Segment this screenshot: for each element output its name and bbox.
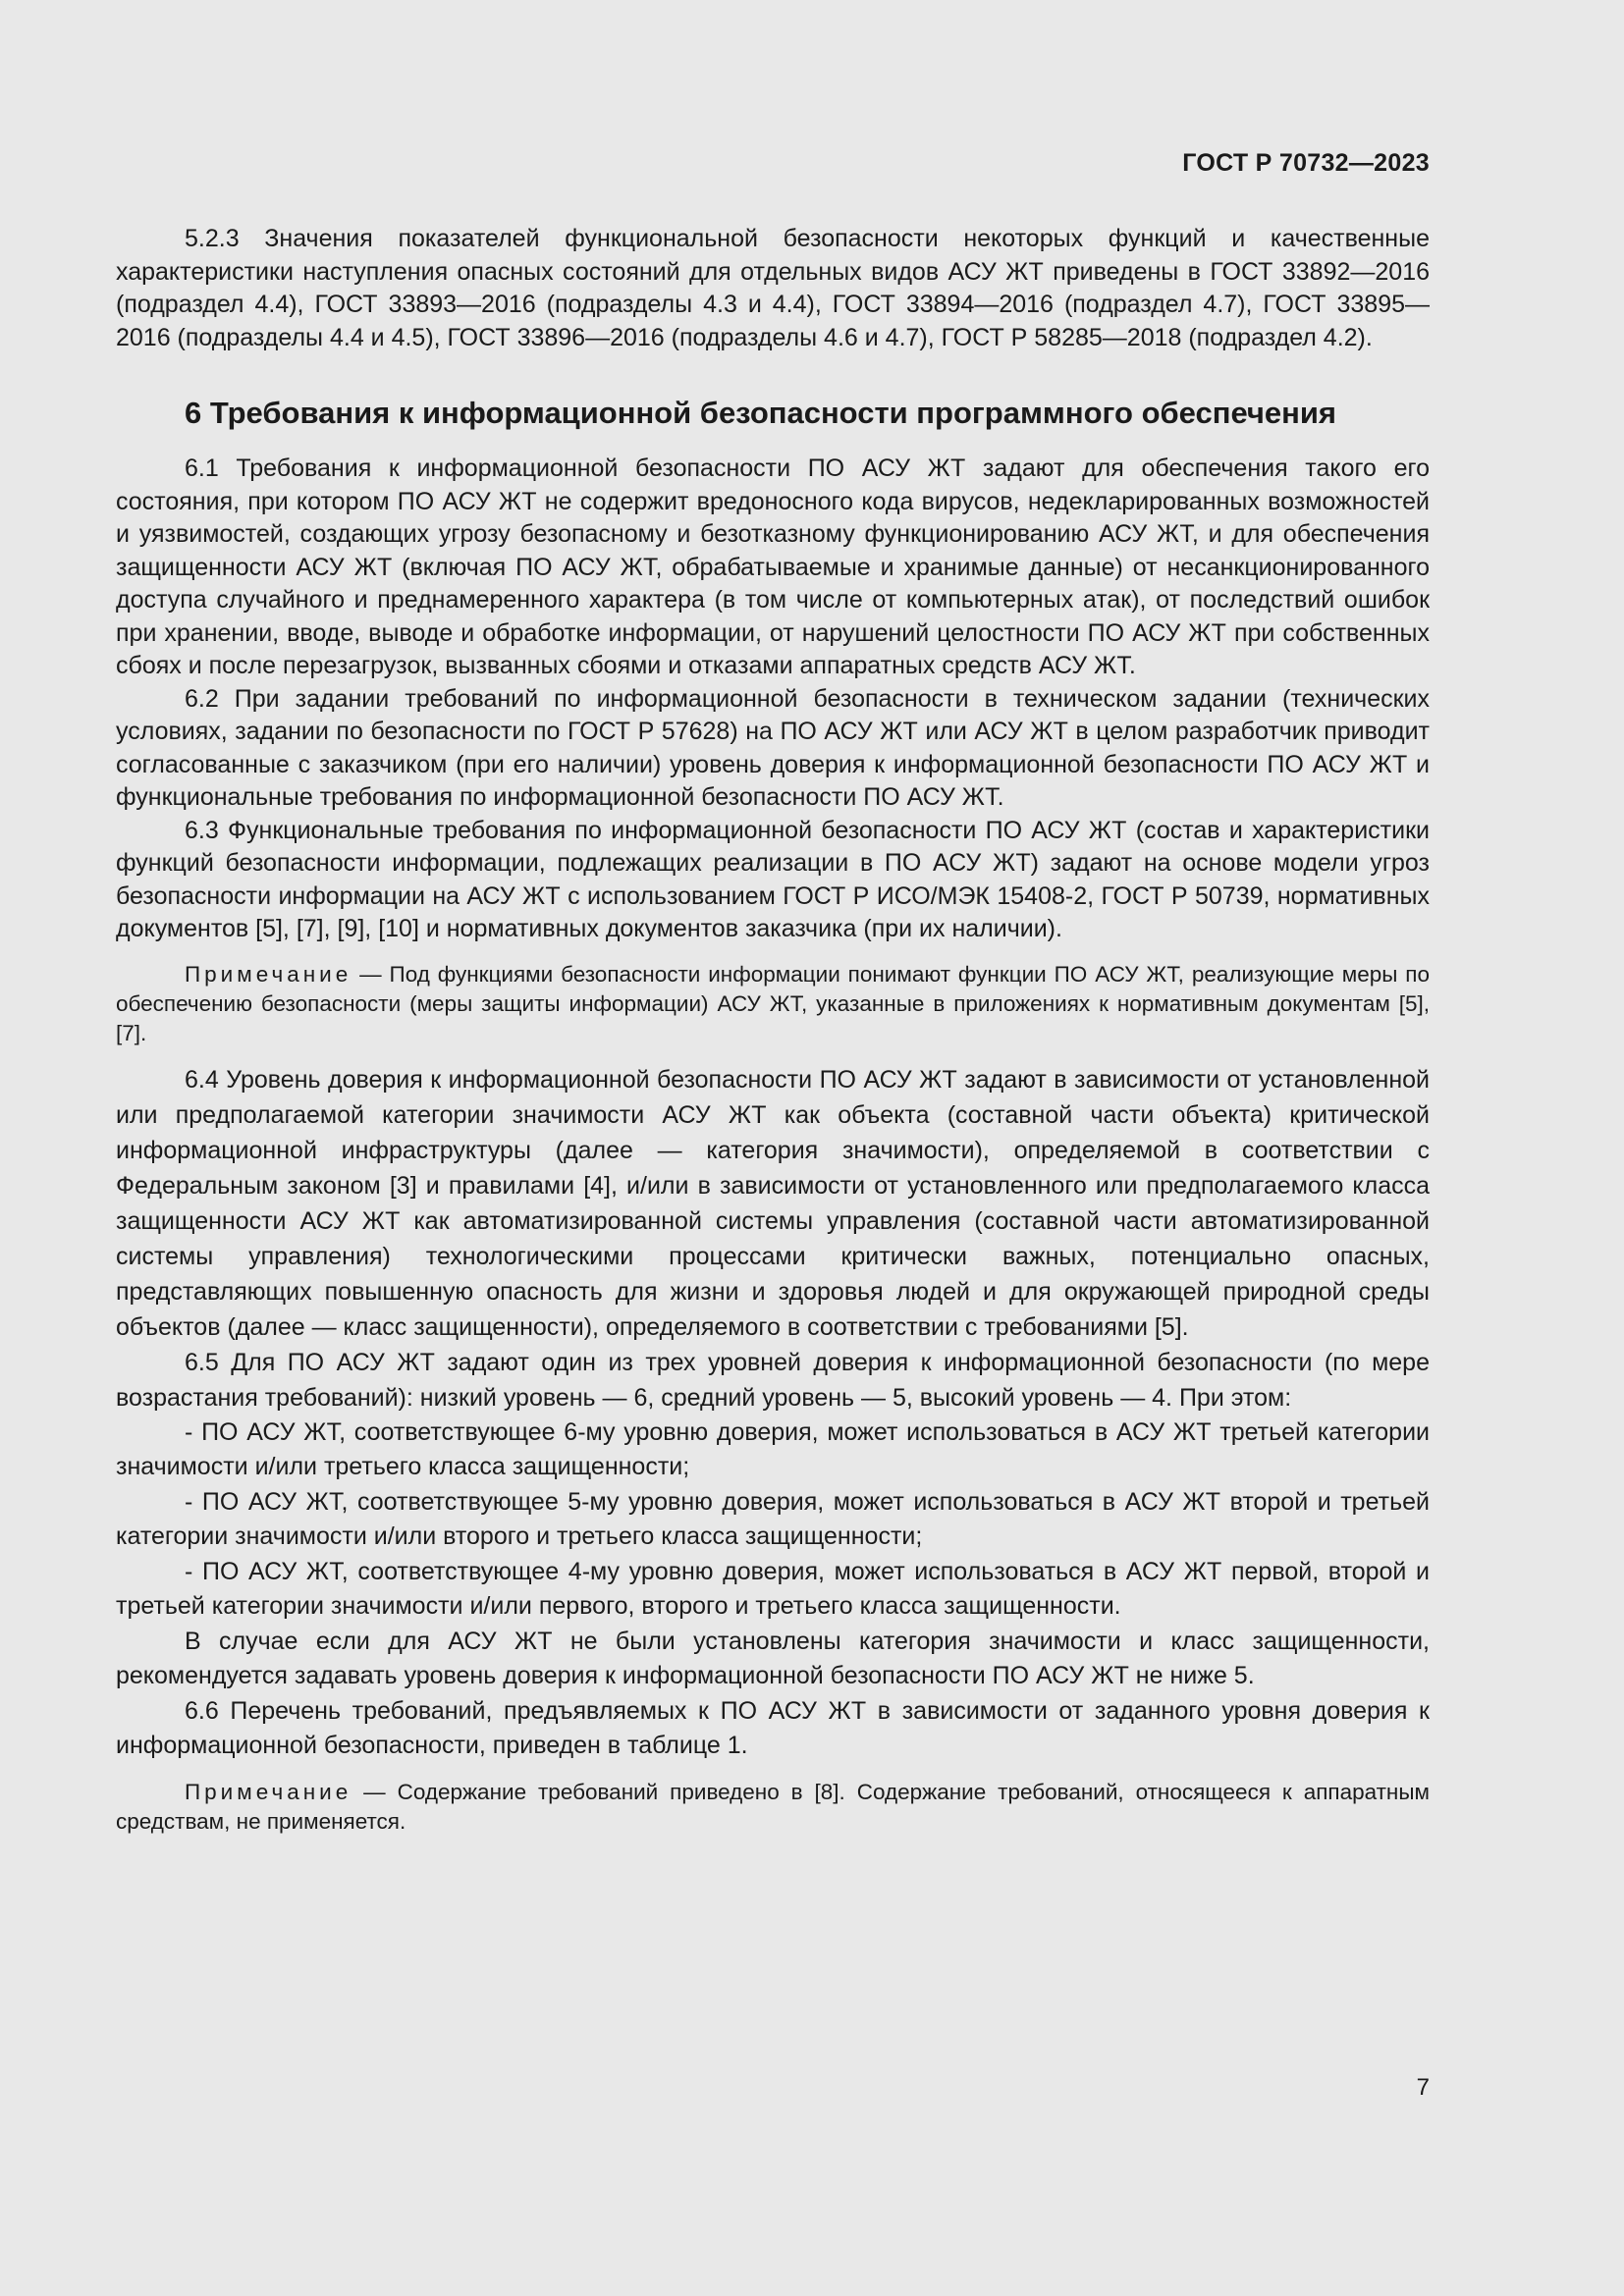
list-item: - ПО АСУ ЖТ, соответствующее 5-му уровню доверия, может использоваться в АСУ ЖТ второй и третьей категории значимости и/или второго и третьего класса защищенности; — [116, 1487, 1430, 1550]
paragraph-6-1: 6.1 Требования к информационной безопасности ПО АСУ ЖТ задают для обеспечения такого его состояния, при котором ПО АСУ ЖТ не содержит вредоносного кода вирусов, недекларированных возможностей и уязвимостей, создающих угрозу безопасному и безотказному функционированию АСУ ЖТ, и для обеспечения защищенности АСУ ЖТ (включая ПО АСУ ЖТ, обрабатываемые и хранимые данные) от несанкционированного доступа случайного и преднамеренного характера (в том числе от компьютерных атак), от последствий ошибок при хранении, вводе, выводе и обработке информации, от нарушений целостности ПО АСУ ЖТ при собственных сбоях и после перезагрузок, вызванных сбоями и отказами аппаратных средств АСУ ЖТ. — [116, 454, 1430, 679]
paragraph-6-5-tail: В случае если для АСУ ЖТ не были установлены категория значимости и класс защищенности, рекомендуется задавать уровень доверия к информационной безопасности ПО АСУ ЖТ не ниже 5. — [116, 1627, 1430, 1689]
paragraph-6-2: 6.2 При задании требований по информационной безопасности в техническом задании (технических условиях, задании по безопасности по ГОСТ Р 57628) на ПО АСУ ЖТ или АСУ ЖТ в целом разработчик приводит согласованные с заказчиком (при его наличии) уровень доверия к информационной безопасности ПО АСУ ЖТ и функциональные требования по информационной безопасности ПО АСУ ЖТ. — [116, 684, 1430, 811]
document-body — [116, 223, 1430, 1850]
paragraph-6-3: 6.3 Функциональные требования по информационной безопасности ПО АСУ ЖТ (состав и характеристики функций безопасности информации, подлежащих реализации в ПО АСУ ЖТ) задают на основе модели угроз безопасности информации на АСУ ЖТ с использованием ГОСТ Р ИСО/МЭК 15408-2, ГОСТ Р 50739, нормативных документов [5], [7], [9], [10] и нормативных документов заказчика (при их наличии). — [116, 816, 1430, 942]
note-1-label: Примечание — [185, 961, 352, 987]
paragraph-5-2-3: 5.2.3 Значения показателей функциональной безопасности некоторых функций и качественные характеристики наступления опасных состояний для отдельных видов АСУ ЖТ приведены в ГОСТ 33892—2016 (подраздел 4.4), ГОСТ 33893—2016 (подразделы 4.3 и 4.4), ГОСТ 33894—2016 (подраздел 4.7), ГОСТ 33895—2016 (подразделы 4.4 и 4.5), ГОСТ 33896—2016 (подразделы 4.6 и 4.7), ГОСТ Р 58285—2018 (подраздел 4.2). — [116, 225, 1430, 351]
section-6-title: 6 Требования к информационной безопасности программного обеспечения — [185, 396, 1337, 430]
page-number: 7 — [1416, 2074, 1430, 2101]
note-2-label: Примечание — [185, 1779, 352, 1804]
note-1-text: — Под функциями безопасности информации понимают функции ПО АСУ ЖТ, реализующие меры по обеспечению безопасности (меры защиты информации) АСУ ЖТ, указанные в приложениях к нормативным документам [5], [7]. — [116, 961, 1430, 1045]
note-1 — [116, 960, 1430, 1048]
list-item: - ПО АСУ ЖТ, соответствующее 4-му уровню доверия, может использоваться в АСУ ЖТ первой, второй и третьей категории значимости и/или первого, второго и третьего класса защищенности. — [116, 1557, 1430, 1620]
paragraph-6-6: 6.6 Перечень требований, предъявляемых к ПО АСУ ЖТ в зависимости от заданного уровня доверия к информационной безопасности, приведен в таблице 1. — [116, 1696, 1430, 1759]
paragraph-6-4: 6.4 Уровень доверия к информационной безопасности ПО АСУ ЖТ задают в зависимости от установленной или предполагаемой категории значимости АСУ ЖТ как объекта (составной части объекта) критической информационной инфраструктуры (далее — категория значимости), определяемой в соответствии с Федеральным законом [3] и правилами [4], и/или в зависимости от установленного или предполагаемого класса защищенности АСУ ЖТ как автоматизированной системы управления (составной части автоматизированной системы управления) технологическими процессами критически важных, потенциально опасных, представляющих повышенную опасность для жизни и здоровья людей и для окружающей природной среды объектов (далее — класс защищенности), определяемого в соответствии с требованиями [5]. — [116, 1065, 1430, 1341]
document-code: ГОСТ Р 70732—2023 — [1182, 149, 1430, 177]
paragraph-6-5: 6.5 Для ПО АСУ ЖТ задают один из трех уровней доверия к информационной безопасности (по мере возрастания требований): низкий уровень — 6, средний уровень — 5, высокий уровень — 4. При этом: — [116, 1348, 1430, 1412]
list-item: - ПО АСУ ЖТ, соответствующее 6-му уровню доверия, может использоваться в АСУ ЖТ третьей категории значимости и/или третьего класса защищенности; — [116, 1417, 1430, 1480]
note-2-text: — Содержание требований приведено в [8]. Содержание требований, относящееся к аппаратным средствам, не применяется. — [116, 1779, 1430, 1834]
note-2 — [116, 1778, 1430, 1837]
